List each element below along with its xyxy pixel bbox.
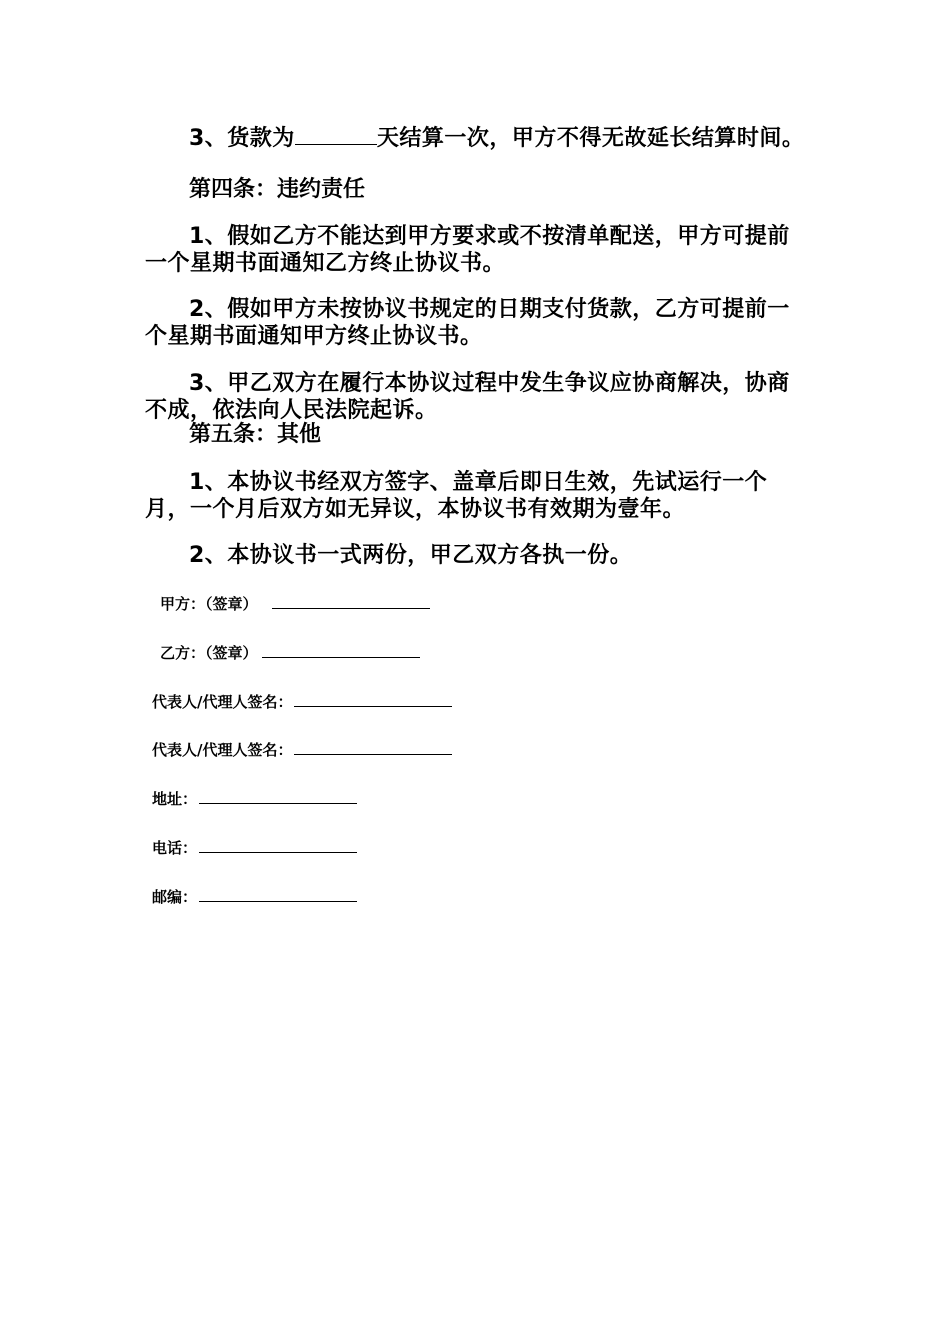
party-a-label: 甲方：（签章） xyxy=(160,595,258,613)
representative-2-label: 代表人/代理人签名： xyxy=(152,741,293,759)
article3-clause3-suffix: 天结算一次，甲方不得无故延长结算时间。 xyxy=(376,126,805,151)
article3-clause3 xyxy=(145,124,810,152)
article3-clause3-prefix: 3、货款为 xyxy=(189,126,295,151)
party-b-label: 乙方：（签章） xyxy=(160,644,258,662)
phone-row xyxy=(152,838,357,858)
postcode-row xyxy=(152,887,357,907)
party-a-signature-row xyxy=(160,594,430,614)
party-b-signature-line[interactable] xyxy=(262,643,420,658)
phone-line[interactable] xyxy=(199,838,357,853)
representative-1-row xyxy=(152,692,452,712)
article4-heading: 第四条：违约责任 xyxy=(189,177,366,202)
party-a-signature-line[interactable] xyxy=(272,594,430,609)
address-label: 地址： xyxy=(152,790,198,808)
representative-1-label: 代表人/代理人签名： xyxy=(152,693,293,711)
address-line[interactable] xyxy=(199,789,357,804)
article4-clause1: 1、假如乙方不能达到甲方要求或不按清单配送，甲方可提前一个星期书面通知乙方终止协议书。 xyxy=(145,224,790,276)
postcode-line[interactable] xyxy=(199,887,357,902)
representative-2-row xyxy=(152,740,452,760)
party-b-signature-row xyxy=(160,643,420,663)
article4-clause2: 2、假如甲方未按协议书规定的日期支付货款，乙方可提前一个星期书面通知甲方终止协议书。 xyxy=(145,297,790,349)
settlement-days-blank[interactable] xyxy=(295,124,377,145)
article5-heading: 第五条：其他 xyxy=(189,422,322,447)
article5-clause1: 1、本协议书经双方签字、盖章后即日生效，先试运行一个月，一个月后双方如无异议，本协议书有效期为壹年。 xyxy=(145,470,768,522)
address-row xyxy=(152,789,357,809)
phone-label: 电话： xyxy=(152,839,198,857)
representative-1-line[interactable] xyxy=(294,692,452,707)
article5-clause2: 2、本协议书一式两份，甲乙双方各执一份。 xyxy=(189,543,633,568)
representative-2-line[interactable] xyxy=(294,740,452,755)
article4-clause3: 3、甲乙双方在履行本协议过程中发生争议应协商解决，协商不成，依法向人民法院起诉。 xyxy=(145,371,790,423)
postcode-label: 邮编： xyxy=(152,888,198,906)
